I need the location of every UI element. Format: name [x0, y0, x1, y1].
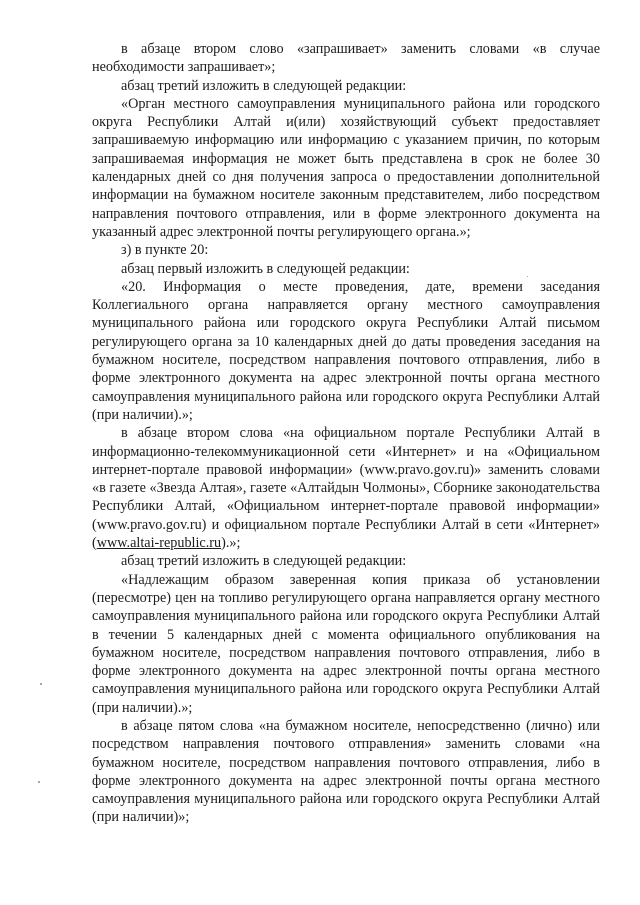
website-link[interactable]: www.altai-republic.ru: [96, 535, 222, 552]
paragraph-abzac-vtoroy-zapros: в абзаце втором слово «запрашивает» заменить словами «в случае необходимости запрашивает»;: [92, 41, 600, 76]
paragraph-abzac-vtoroy-portal: [92, 424, 600, 552]
paragraph-abzac-perviy-intro: абзац первый изложить в следующей редакции:: [121, 260, 410, 277]
scan-speck: [38, 781, 40, 783]
paragraph-kopiya-prikaza: «Надлежащим образом заверенная копия приказа об установлении (пересмотре) цен на топливо регулирующего органа направляется органу местного самоуправления муниципального района или городского округа Республики Алтай в течении 5 календарных дней с момента официального опубликования на бумажном носителе, посредством направления почтового отправления, либо в форме электронного документа на адрес электронной почты органа местного самоуправления муниципального района или городского округа Республики Алтай (при наличии).»;: [92, 571, 600, 716]
scan-speck: [527, 276, 528, 277]
paragraph-item-20: «20. Информация о месте проведения, дате, времени заседания Коллегиального органа направляется органу местного самоуправления муниципального района или городского округа Республики Алтай письмом регулирующего органа за 10 календарных дней до даты проведения заседания на бумажном носителе, посредством направления почтового отправления, либо в форме электронного документа на адрес электронной почты органа местного самоуправления муниципального района или городского округа Республики Алтай (при наличии).»;: [92, 278, 600, 423]
paragraph-abzac-tretiy-intro-2: абзац третий изложить в следующей редакции:: [121, 553, 407, 570]
paragraph-punkt-20: з) в пункте 20:: [121, 242, 209, 259]
paragraph-text-end: ).»;: [221, 535, 241, 552]
document-body: [92, 40, 600, 827]
paragraph-organ-mestnogo-samoupravleniya: «Орган местного самоуправления муниципального района или городского округа Республики Алтай и(или) хозяйствующий субъект предоставляет запрашиваемую информацию или информацию с указанием причин, по которым запрашиваемая информация не может быть представлена в срок не более 30 календарных дней со дня получения запроса о предоставлении дополнительной информации на бумажном носителе законным представителем, либо посредством направления почтового отправления, или в форме электронного документа на указанный адрес электронной почты регулирующего органа.»;: [92, 95, 600, 240]
paragraph-text: в абзаце втором слова «на официальном портале Республики Алтай в информационно-телекоммуникационной сети «Интернет» и на «Официальном интернет-портале правовой информации» (www.pravo.gov.ru)» заменить словами «в газете «Звезда Алтая», газете «Алтайдын Чолмоны», Сборнике законодательства Республики Алтай, «Официальном интернет-портале правовой информации» (www.pravo.gov.ru) и официальном портале Республики Алтай в сети «Интернет» (: [92, 425, 600, 552]
paragraph-abzac-tretiy-intro: абзац третий изложить в следующей редакции:: [121, 77, 407, 94]
paragraph-abzac-pyatyy: в абзаце пятом слова «на бумажном носителе, непосредственно (лично) или посредством направления почтового отправления» заменить словами «на бумажном носителе, посредством направления почтового отправления, либо в форме электронного документа на адрес электронной почты органа местного самоуправления муниципального района или городского округа Республики Алтай (при наличии)»;: [92, 717, 600, 826]
scan-speck: [40, 683, 42, 685]
